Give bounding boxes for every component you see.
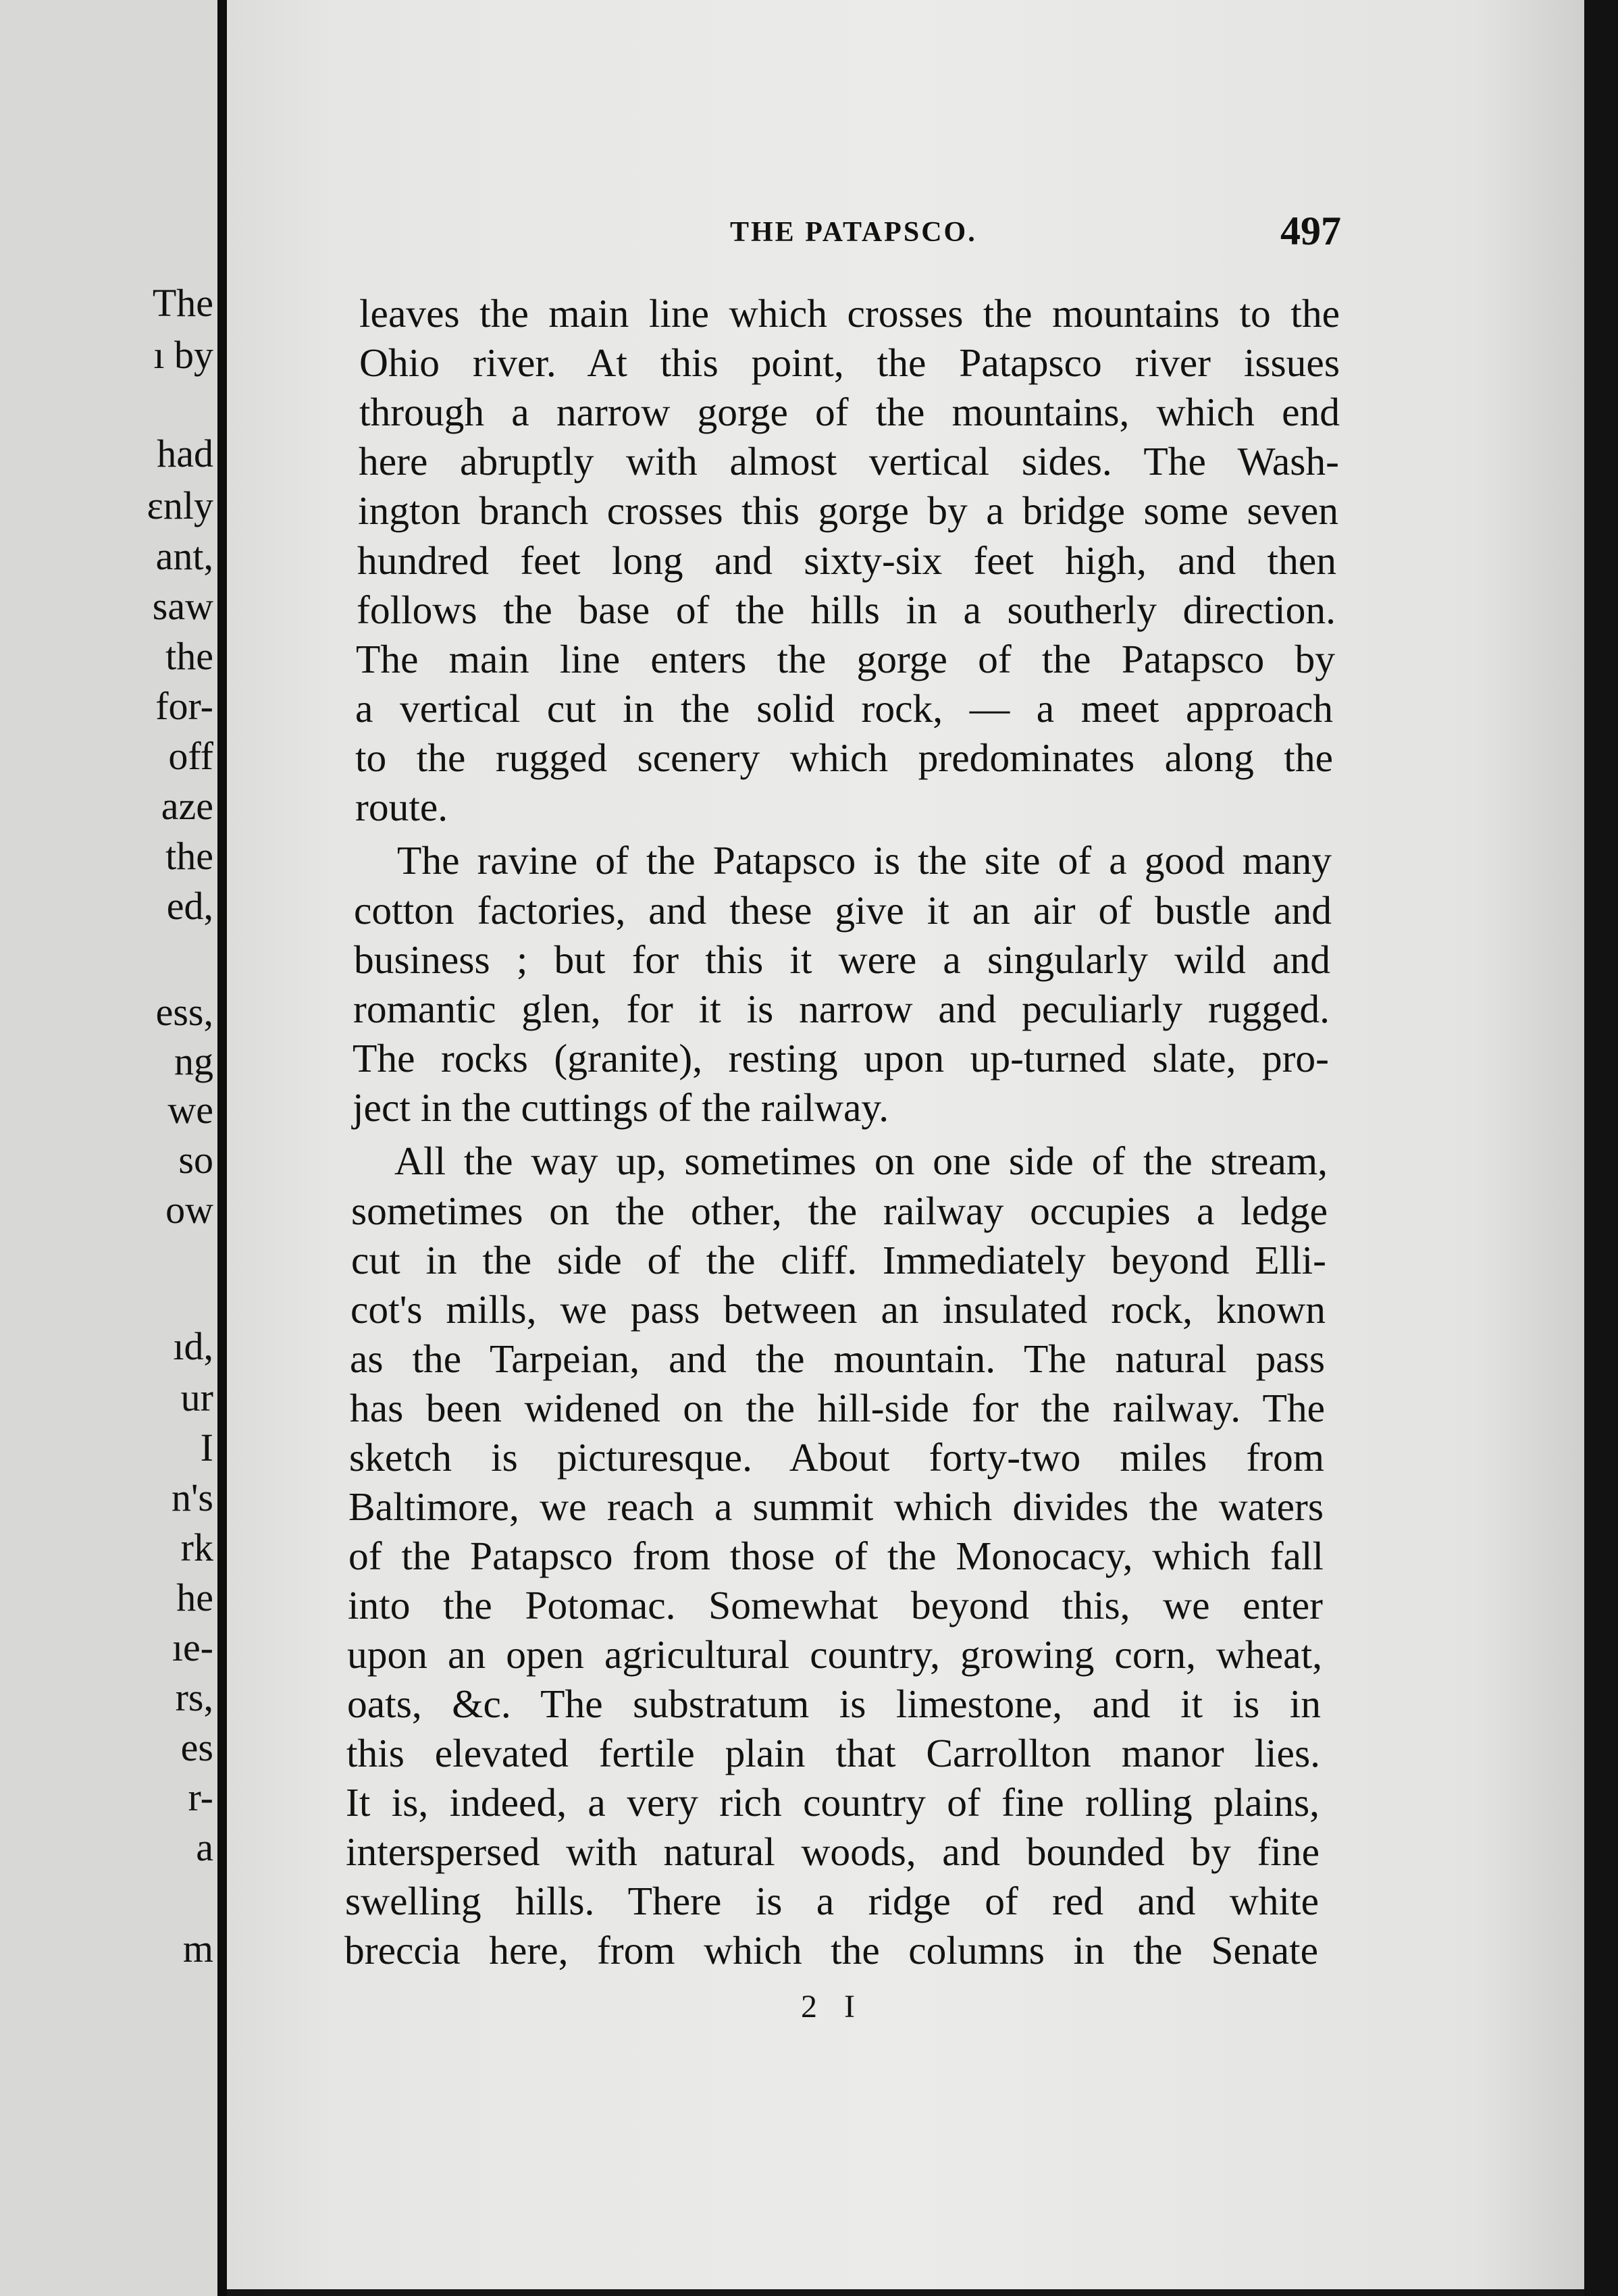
text-line: through a narrow gorge of the mountains, which end (359, 390, 1340, 434)
right-page (227, 0, 1584, 2289)
left-fragment: a (196, 1825, 213, 1869)
text-line: follows the base of the hills in a southerly direction. (357, 588, 1336, 632)
left-fragment: ant, (155, 534, 213, 578)
text-line: route. (355, 785, 448, 829)
left-fragment: ıe- (172, 1625, 213, 1669)
left-fragment: rk (180, 1525, 213, 1569)
left-fragment: saw (152, 584, 213, 628)
left-fragment: we (167, 1088, 213, 1132)
text-line: here abruptly with almost vertical sides. The Wash- (359, 439, 1339, 484)
left-fragment: The (152, 281, 213, 325)
text-line: The rocks (granite), resting upon up-turned slate, pro- (353, 1036, 1329, 1080)
text-line: into the Potomac. Somewhat beyond this, we enter (348, 1583, 1323, 1627)
left-fragment: ıd, (173, 1324, 213, 1368)
left-fragment: ur (180, 1376, 213, 1419)
text-line: cotton factories, and these give it an air of bustle and (354, 888, 1332, 933)
left-fragment: off (168, 734, 213, 778)
left-fragment: ɛnly (147, 484, 213, 527)
text-line: The ravine of the Patapsco is the site of a good many (397, 838, 1332, 883)
page-header (227, 208, 1584, 262)
left-fragment: he (176, 1575, 213, 1619)
text-line: ington branch crosses this gorge by a bridge some seven (358, 488, 1338, 533)
text-line: interspersed with natural woods, and bounded by fine (346, 1829, 1320, 1874)
text-line: of the Patapsco from those of the Monocacy, which fall (348, 1534, 1324, 1578)
left-fragment: had (157, 432, 213, 475)
left-fragment: es (180, 1725, 213, 1769)
running-title: THE PATAPSCO. (730, 217, 977, 248)
text-line: a vertical cut in the solid rock, — a meet approach (355, 686, 1333, 731)
left-fragment: I (200, 1426, 213, 1469)
text-line: as the Tarpeian, and the mountain. The natural pass (350, 1336, 1325, 1381)
text-line: sketch is picturesque. About forty-two miles from (349, 1435, 1324, 1480)
left-fragment: ed, (166, 884, 213, 928)
left-fragment: r- (188, 1775, 213, 1819)
text-line: The main line enters the gorge of the Patapsco by (356, 637, 1335, 681)
left-fragment: ess, (155, 990, 213, 1034)
left-fragment: m (182, 1927, 213, 1971)
signature-mark: 2 I (801, 1989, 864, 2025)
text-line: to the rugged scenery which predominates along the (355, 735, 1333, 780)
left-fragment: ı by (153, 333, 213, 377)
left-fragment: n's (171, 1476, 213, 1519)
text-line: Ohio river. At this point, the Patapsco river issues (359, 340, 1340, 385)
text-line: sometimes on the other, the railway occupies a ledge (351, 1189, 1328, 1233)
text-line: cut in the side of the cliff. Immediately beyond Elli- (351, 1238, 1326, 1282)
left-fragment: for- (155, 684, 213, 728)
text-line: swelling hills. There is a ridge of red and white (345, 1879, 1319, 1923)
text-line: hundred feet long and sixty-six feet high, and then (357, 538, 1336, 583)
text-line: this elevated fertile plain that Carrollton manor lies. (346, 1731, 1320, 1775)
text-line: All the way up, sometimes on one side of the stream, (394, 1139, 1328, 1183)
book-gutter (217, 0, 227, 2296)
left-fragment: ow (165, 1188, 213, 1232)
text-line: oats, &c. The substratum is limestone, and it is in (347, 1681, 1321, 1726)
text-line: romantic glen, for it is narrow and peculiarly rugged. (353, 987, 1330, 1031)
text-line: Baltimore, we reach a summit which divides the waters (348, 1484, 1324, 1529)
text-line: breccia here, from which the columns in the Senate (344, 1928, 1318, 1973)
left-fragment: ng (174, 1039, 213, 1083)
scan-edge-border (1584, 0, 1618, 2296)
text-line: leaves the main line which crosses the mountains to the (359, 291, 1340, 336)
left-fragment: aze (161, 784, 213, 828)
text-line: cot's mills, we pass between an insulated rock, known (350, 1287, 1326, 1332)
text-line: business ; but for this it were a singularly wild and (354, 937, 1330, 982)
text-line: upon an open agricultural country, growing corn, wheat, (347, 1632, 1322, 1677)
text-line: ject in the cuttings of the railway. (353, 1085, 889, 1130)
left-page-edge (0, 0, 217, 2296)
text-line: has been widened on the hill-side for the railway. The (350, 1386, 1325, 1430)
left-fragment: so (178, 1138, 213, 1182)
text-line: It is, indeed, a very rich country of fine rolling plains, (346, 1780, 1320, 1825)
left-fragment: rs, (175, 1675, 213, 1719)
page-number: 497 (1280, 209, 1341, 253)
left-fragment: the (165, 634, 213, 678)
left-fragment: the (165, 834, 213, 878)
